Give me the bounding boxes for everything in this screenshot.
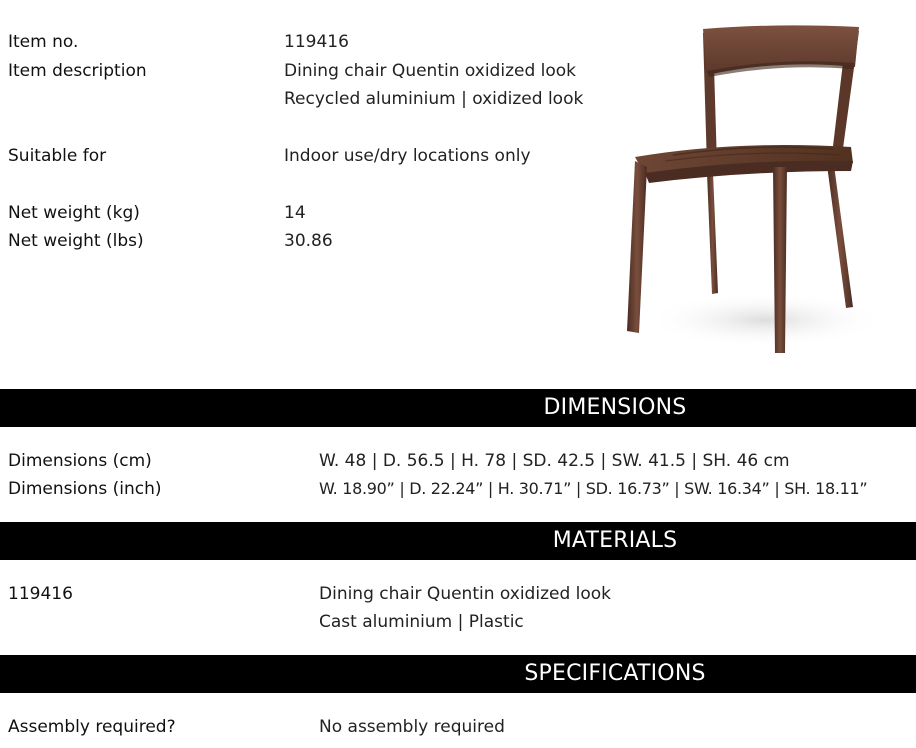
assembly-label: Assembly required? [8,717,176,737]
net-weight-lbs-value: 30.86 [284,231,333,251]
item-description-line2: Recycled aluminium | oxidized look [284,89,584,109]
materials-line1: Dining chair Quentin oxidized look [319,584,612,604]
dimensions-cm-value: W. 48 | D. 56.5 | H. 78 | SD. 42.5 | SW. 41.5 | SH. 46 cm [319,451,790,471]
dimensions-header [0,389,916,427]
materials-line2: Cast aluminium | Plastic [319,612,524,632]
assembly-value: No assembly required [319,717,505,737]
materials-item-label: 119416 [8,584,73,604]
dimensions-title: DIMENSIONS [543,395,687,420]
item-no-value: 119416 [284,32,349,52]
materials-header [0,522,916,560]
dimensions-cm-label: Dimensions (cm) [8,451,152,471]
item-no-label: Item no. [8,32,79,52]
dimensions-inch-value: W. 18.90” | D. 22.24” | H. 30.71” | SD. 16.73” | SW. 16.34” | SH. 18.11” [319,479,868,498]
suitable-for-value: Indoor use/dry locations only [284,146,531,166]
specifications-title: SPECIFICATIONS [524,661,706,686]
dimensions-inch-label: Dimensions (inch) [8,479,162,499]
dining-chair-photo-icon [615,15,875,360]
specifications-header [0,655,916,693]
materials-title: MATERIALS [552,528,678,553]
net-weight-kg-label: Net weight (kg) [8,203,140,223]
net-weight-lbs-label: Net weight (lbs) [8,231,144,251]
item-description-label: Item description [8,61,147,81]
product-image [615,15,875,360]
item-description-line1: Dining chair Quentin oxidized look [284,61,577,81]
net-weight-kg-value: 14 [284,203,306,223]
suitable-for-label: Suitable for [8,146,107,166]
